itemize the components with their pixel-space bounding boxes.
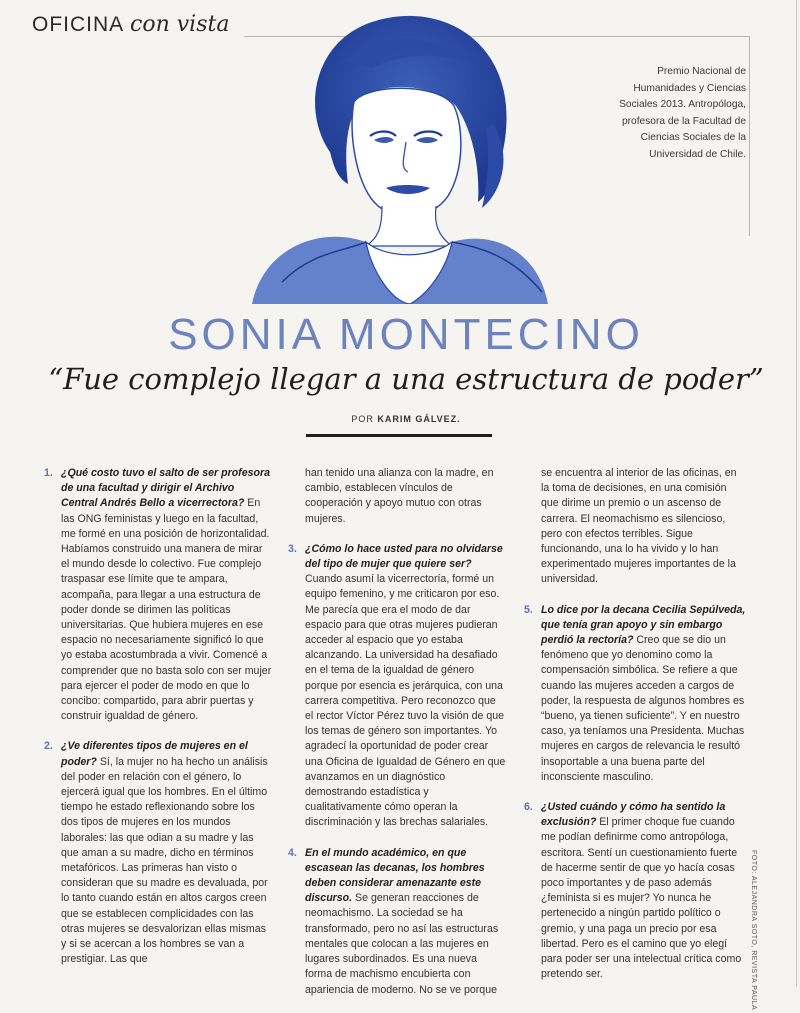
question-number: 3. xyxy=(288,542,297,555)
question-number: 6. xyxy=(524,801,533,814)
qa-item xyxy=(288,542,506,831)
answer-text: Se generan reacciones de neomachismo. La sociedad se ha transformado, pero no así las estructuras mentales que colocan a las mujeres en lugares subordinados. Es una nueva forma de machismo encubierta con apariencia de moderno. No se ve porque xyxy=(305,892,499,996)
qa-item xyxy=(524,800,746,982)
author-bio: Premio Nacional de Humanidades y Ciencias Sociales 2013. Antropóloga, profesora de la Facultad de Ciencias Sociales de la Universidad de Chile. xyxy=(619,66,746,160)
question-text: Lo dice por la decana Cecilia Sepúlveda, que tenía gran apoyo y sin embargo perdió la rectoría? xyxy=(541,603,746,647)
answer-text: Cuando asumí la vicerrectoría, formé un equipo femenino, y me criticaron por eso. Me parecía que era el modo de dar espacio para que otras mujeres pudieran acceder al espacio que yo estaba alcanzando. La universidad ha desafiado en el tema de la igualdad de género porque por esencia es jerárquica, con una carrera competitiva. Pero reconozco que el rector Víctor Pérez tuvo la visión de que los temas de género son importantes. Yo agradecí la oportunidad de poder crear una Oficina de Igualdad de Género en que avanzamos en un diagnóstico demostrando estadística y cualitativamente cómo operan la discriminación y las brechas salariales. xyxy=(305,573,506,829)
section-header xyxy=(32,12,229,37)
section-italic: con vista xyxy=(130,12,230,37)
question-number: 1. xyxy=(44,467,53,479)
portrait-illustration xyxy=(242,2,552,304)
question-text: ¿Cómo lo hace usted para no olvidarse del tipo de mujer que quiere ser? xyxy=(305,542,503,571)
byline-prefix: POR xyxy=(351,414,374,424)
section-kicker: OFICINA xyxy=(32,13,125,36)
answer-text: En las ONG feministas y luego en la facultad, me formé en una posición de horizontalidad. Habíamos construido una manera de mirar el mundo desde lo colectivo. Fue complejo traspasar ese límite que te ampara, acompaña, para llegar a una estructura de poder donde se dirimen las políticas universitarias. Que hubiera mujeres en ese espacio no necesariamente significó lo que yo estaba acostumbrada a vivir. Comencé a comprender que no basta solo con ser mujer para ejercer el poder de modo en que lo concibo: compartido, para abrir puertas y construir igualdad de género. xyxy=(61,497,272,723)
qa-item xyxy=(44,739,272,967)
question-number: 4. xyxy=(288,846,297,859)
answer-text: Sí, la mujer no ha hecho un análisis del poder en relación con el género, lo ejercerá igual que los hombres. En el último tiempo he estado reflexionando sobre los dos tipos de mujeres en los mundos laborales: las que odian a su madre y las que aman a su madre, dicho en términos metafóricos. Las primeras han visto o consideran que su madre es devaluada, por lo tanto cuando están en altos cargos creen que se establecen complicidades con las otras mujeres se desvalorizan ellas mismas y si se acercan a los hombres se van a prestigiar. Las que xyxy=(61,755,268,966)
byline xyxy=(6,414,800,424)
question-number: 2. xyxy=(44,740,53,753)
article-column-3 xyxy=(524,466,746,998)
continued-paragraph: han tenido una alianza con la madre, en cambio, establecen vínculos de cooperación y apoyo mutuo con otras mujeres. xyxy=(305,467,494,525)
magazine-page xyxy=(6,0,797,1011)
qa-item xyxy=(524,603,746,785)
headline-name: SONIA MONTECINO xyxy=(168,310,644,359)
headline-quote: “Fue complejo llegar a una estructura de poder” xyxy=(48,362,764,396)
qa-item xyxy=(44,466,272,724)
right-rule xyxy=(749,36,750,236)
answer-text: Creo que se dio un fenómeno que yo denomino como la compensación simbólica. Se refiere a que cuando las mujeres acceden a cargos de poder, la respuesta de algunos hombres es “bueno, ya tienen suficiente”. Y en nuestro caso, ya teníamos una Presidenta. Muchas mujeres en cargos de relevancia le resultó insoportable a una buena parte del inconsciente masculino. xyxy=(541,634,745,783)
continued-paragraph: se encuentra al interior de las oficinas, en la toma de decisiones, en una comisión que dirime un premio o un ascenso de carrera. El neomachismo es silencioso, pero con efectos terribles. Sigue funcionando, una lo ha vivido y lo han experimentado mujeres importantes de la universidad. xyxy=(541,467,737,586)
byline-rule xyxy=(306,434,492,437)
qa-item xyxy=(288,846,506,998)
question-number: 5. xyxy=(524,603,533,616)
question-text: ¿Ve diferentes tipos de mujeres en el poder? xyxy=(61,740,248,768)
question-text: ¿Qué costo tuvo el salto de ser profesora de una facultad y dirigir el Archivo Central Andrés Bello a vicerrectora? xyxy=(61,467,270,510)
question-text: En el mundo académico, en que escasean las decanas, los hombres deben considerar amenazante este discurso. xyxy=(305,846,485,905)
article-column-1 xyxy=(44,466,272,983)
byline-author: KARIM GÁLVEZ. xyxy=(377,414,461,424)
answer-text: El primer choque fue cuando me podían definirme como antropóloga, escritora. Sentí un cuestionamiento fuerte de hacerme sentir de que yo hacía cosas poco importantes y de paso además ¿feminista si es mujer? Yo nunca he pertenecido a ningún partido político o gremio, y una paga un precio por esa libertad. Pero es el camino que yo elegí para poder ser una intelectual crítica como pretendo ser. xyxy=(541,816,742,981)
article-column-2 xyxy=(288,466,506,1013)
photo-credit: FOTO: ALEJANDRA SOTO, REVISTA PAULA xyxy=(750,850,757,1011)
question-text: ¿Usted cuándo y cómo ha sentido la exclusión? xyxy=(541,801,726,829)
